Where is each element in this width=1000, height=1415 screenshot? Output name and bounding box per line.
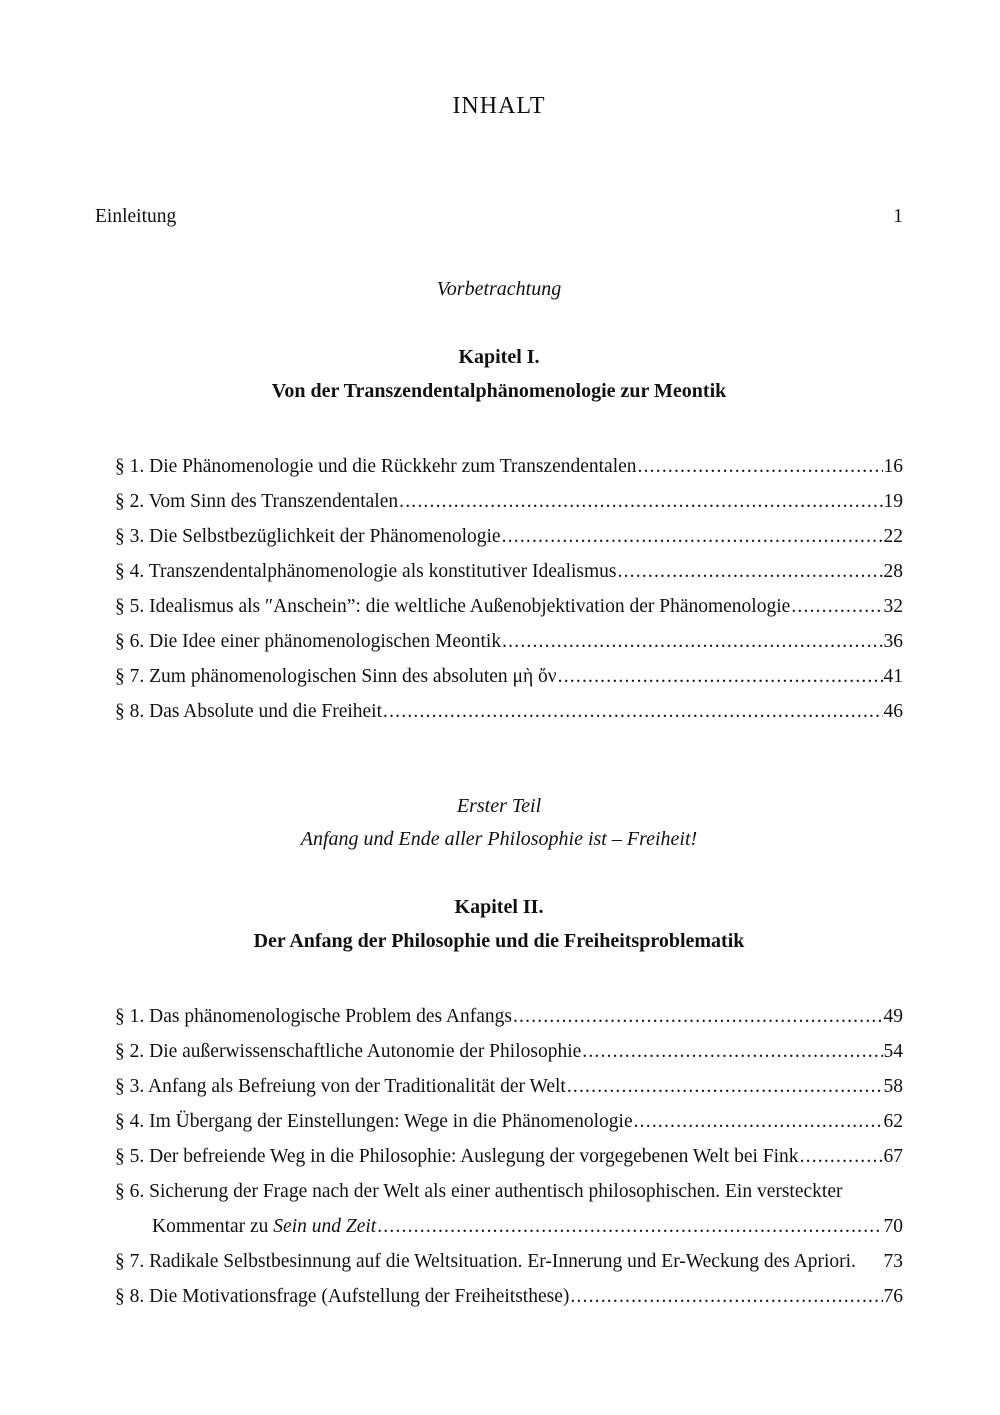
entry-page-number: 41 bbox=[883, 666, 903, 687]
dot-leader bbox=[502, 519, 883, 554]
entry-title: § 7. Zum phänomenologischen Sinn des absoluten μὴ ὄν bbox=[115, 666, 557, 687]
entry-continuation bbox=[152, 1209, 376, 1244]
chapter2-heading: Kapitel II. bbox=[454, 896, 544, 918]
entry-page-number: 22 bbox=[883, 526, 903, 547]
dot-leader bbox=[383, 694, 882, 729]
continuation-prefix: Kommentar zu bbox=[152, 1216, 274, 1237]
entry-page-number: 76 bbox=[883, 1286, 903, 1307]
toc-entry bbox=[115, 1139, 903, 1174]
toc-entry bbox=[115, 1034, 903, 1069]
dot-leader bbox=[558, 659, 883, 694]
entry-page-number: 62 bbox=[883, 1111, 903, 1132]
chapter2-entries bbox=[95, 999, 903, 1314]
entry-title: § 3. Die Selbstbezüglichkeit der Phänomenologie bbox=[115, 526, 501, 547]
toc-entry bbox=[115, 659, 903, 694]
entry-page-number: 67 bbox=[883, 1146, 903, 1167]
book-title-italic: Sein und Zeit bbox=[273, 1216, 377, 1237]
entry-page-number: 16 bbox=[883, 456, 903, 477]
entry-title-line1: § 6. Sicherung der Frage nach der Welt als einer authentisch philosophischen. Ein versteckter bbox=[115, 1181, 843, 1202]
toc-entry bbox=[115, 449, 903, 484]
entry-title: § 4. Transzendentalphänomenologie als konstitutiver Idealismus bbox=[115, 561, 617, 582]
entry-title: § 5. Der befreiende Weg in die Philosophie: Auslegung der vorgegebenen Welt bei Fink bbox=[115, 1146, 799, 1167]
toc-entry bbox=[115, 554, 903, 589]
toc-entry bbox=[115, 624, 903, 659]
toc-entry bbox=[115, 519, 903, 554]
toc-entry bbox=[115, 1244, 903, 1279]
entry-page-number: 46 bbox=[883, 701, 903, 722]
einleitung-label: Einleitung bbox=[95, 206, 177, 227]
toc-entry-two-line bbox=[115, 1174, 903, 1244]
entry-title: § 1. Die Phänomenologie und die Rückkehr zum Transzendentalen bbox=[115, 456, 637, 477]
chapter1-heading: Kapitel I. bbox=[458, 346, 540, 368]
entry-title: § 2. Vom Sinn des Transzendentalen bbox=[115, 491, 399, 512]
part1-heading: Erster Teil bbox=[456, 795, 542, 817]
part1-subheading: Anfang und Ende aller Philosophie ist – Freiheit! bbox=[300, 828, 698, 850]
chapter1-entries bbox=[95, 449, 903, 729]
part1-block bbox=[95, 794, 903, 851]
chapter2-subheading: Der Anfang der Philosophie und die Freiheitsproblematik bbox=[253, 930, 745, 952]
entry-title-line2 bbox=[115, 1209, 903, 1244]
entry-page-number: 32 bbox=[883, 596, 903, 617]
toc-entry bbox=[115, 1069, 903, 1104]
dot-leader bbox=[791, 589, 882, 624]
page-title: INHALT bbox=[452, 93, 546, 119]
entry-page-number: 28 bbox=[883, 561, 903, 582]
einleitung-page-number: 1 bbox=[893, 206, 903, 227]
dot-leader bbox=[567, 1069, 883, 1104]
dot-leader bbox=[638, 449, 883, 484]
toc-entry bbox=[115, 484, 903, 519]
toc-entry bbox=[115, 1279, 903, 1314]
dot-leader bbox=[800, 1139, 883, 1174]
entry-title: § 6. Die Idee einer phänomenologischen Meontik bbox=[115, 631, 502, 652]
vorbetrachtung-heading: Vorbetrachtung bbox=[436, 278, 562, 300]
entry-title: § 5. Idealismus als ″Anschein”: die weltliche Außenobjektivation der Phänomenologie bbox=[115, 596, 791, 617]
toc-entry bbox=[115, 589, 903, 624]
dot-leader bbox=[618, 554, 883, 589]
toc-entry bbox=[115, 694, 903, 729]
dot-leader bbox=[513, 999, 883, 1034]
entry-title: § 8. Das Absolute und die Freiheit bbox=[115, 701, 383, 722]
dot-leader bbox=[634, 1104, 883, 1139]
entry-title: § 3. Anfang als Befreiung von der Traditionalität der Welt bbox=[115, 1076, 566, 1097]
entry-title: § 1. Das phänomenologische Problem des Anfangs bbox=[115, 1006, 512, 1027]
dot-leader bbox=[582, 1034, 882, 1069]
dot-leader bbox=[399, 484, 882, 519]
dot-leader bbox=[502, 624, 882, 659]
einleitung-row bbox=[95, 205, 903, 229]
entry-page-number: 58 bbox=[883, 1076, 903, 1097]
entry-title: § 2. Die außerwissenschaftliche Autonomie der Philosophie bbox=[115, 1041, 582, 1062]
toc-entry bbox=[115, 1104, 903, 1139]
entry-page-number: 36 bbox=[883, 631, 903, 652]
entry-page-number: 49 bbox=[883, 1006, 903, 1027]
entry-page-number: 73 bbox=[883, 1251, 903, 1272]
toc-entry bbox=[115, 999, 903, 1034]
entry-page-number: 19 bbox=[883, 491, 903, 512]
dot-leader bbox=[377, 1209, 882, 1244]
entry-page-number: 70 bbox=[883, 1216, 903, 1237]
entry-title: § 7. Radikale Selbstbesinnung auf die Weltsituation. Er-Innerung und Er-Weckung des Apriori. bbox=[115, 1251, 856, 1272]
chapter1-subheading: Von der Transzendentalphänomenologie zur Meontik bbox=[271, 380, 727, 402]
entry-page-number: 54 bbox=[883, 1041, 903, 1062]
entry-title: § 8. Die Motivationsfrage (Aufstellung der Freiheitsthese) bbox=[115, 1286, 570, 1307]
dot-leader bbox=[570, 1279, 882, 1314]
entry-title: § 4. Im Übergang der Einstellungen: Wege in die Phänomenologie bbox=[115, 1111, 633, 1132]
